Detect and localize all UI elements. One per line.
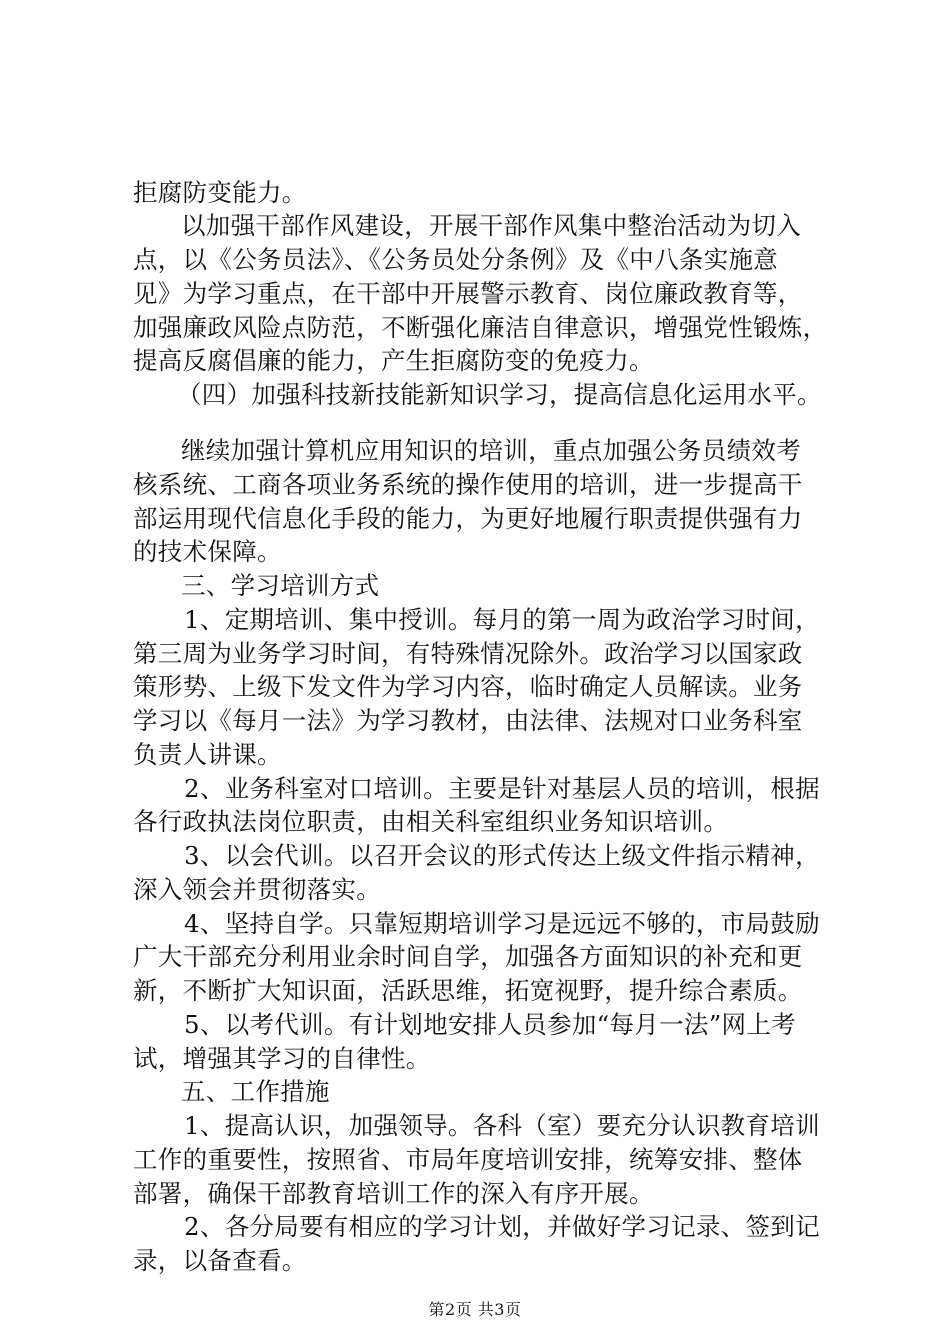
text-line: 第三周为业务学习时间，有特殊情况除外。政治学习以国家政 — [133, 639, 803, 668]
section-heading: 三、学习培训方式 — [181, 571, 380, 600]
text-line: 提高反腐倡廉的能力，产生拒腐防变的免疫力。 — [133, 346, 654, 375]
section-heading: 五、工作措施 — [181, 1077, 330, 1106]
text-line: 见》为学习重点，在干部中开展警示教育、岗位廉政教育等， — [133, 279, 803, 308]
text-line: 负责人讲课。 — [133, 740, 282, 769]
text-line: 拒腐防变能力。 — [133, 178, 307, 207]
text-line: 继续加强计算机应用知识的培训，重点加强公务员绩效考 — [181, 436, 801, 465]
text-line: 1、提高认识，加强领导。各科（室）要充分认识教育培训 — [184, 1111, 820, 1140]
text-line: 深入领会并贯彻落实。 — [133, 875, 381, 904]
text-line: 部署，确保干部教育培训工作的深入有序开展。 — [133, 1179, 654, 1208]
text-line: 试，增强其学习的自律性。 — [133, 1044, 431, 1073]
text-line: 4、坚持自学。只靠短期培训学习是远远不够的，市局鼓励 — [184, 909, 820, 938]
text-line: 工作的重要性，按照省、市局年度培训安排，统筹安排、整体 — [133, 1145, 803, 1174]
text-line: 以加强干部作风建设，开展干部作风集中整治活动为切入 — [181, 211, 801, 240]
text-line: 加强廉政风险点防范，不断强化廉洁自律意识，增强党性锻炼， — [133, 313, 828, 342]
text-line: 的技术保障。 — [133, 537, 282, 566]
page-footer: 第2页 共3页 — [428, 1300, 522, 1319]
text-line: 核系统、工商各项业务系统的操作使用的培训，进一步提高干 — [133, 470, 803, 499]
text-line: 广大干部充分利用业余时间自学，加强各方面知识的补充和更 — [133, 942, 803, 971]
text-line: 1、定期培训、集中授训。每月的第一周为政治学习时间， — [184, 605, 820, 634]
text-line: 策形势、上级下发文件为学习内容，临时确定人员解读。业务 — [133, 672, 803, 701]
text-line: 点，以《公务员法》、《公务员处分条例》及《中八条实施意 — [133, 245, 779, 274]
text-line: 3、以会代训。以召开会议的形式传达上级文件指示精神， — [184, 841, 820, 870]
text-line: 新，不断扩大知识面，活跃思维，拓宽视野，提升综合素质。 — [133, 976, 803, 1005]
text-line: 学习以《每月一法》为学习教材，由法律、法规对口业务科室 — [133, 706, 803, 735]
text-line: 各行政执法岗位职责，由相关科室组织业务知识培训。 — [133, 807, 729, 836]
section-heading: （四）加强科技新技能新知识学习，提高信息化运用水平。 — [177, 380, 822, 409]
text-line: 2、业务科室对口培训。主要是针对基层人员的培训，根据 — [184, 774, 820, 803]
text-line: 2、各分局要有相应的学习计划，并做好学习记录、签到记 — [184, 1212, 820, 1241]
text-line: 录，以备查看。 — [133, 1246, 307, 1275]
text-line: 5、以考代训。有计划地安排人员参加“每月一法”网上考 — [184, 1010, 796, 1039]
text-line: 部运用现代信息化手段的能力，为更好地履行职责提供强有力 — [133, 504, 803, 533]
